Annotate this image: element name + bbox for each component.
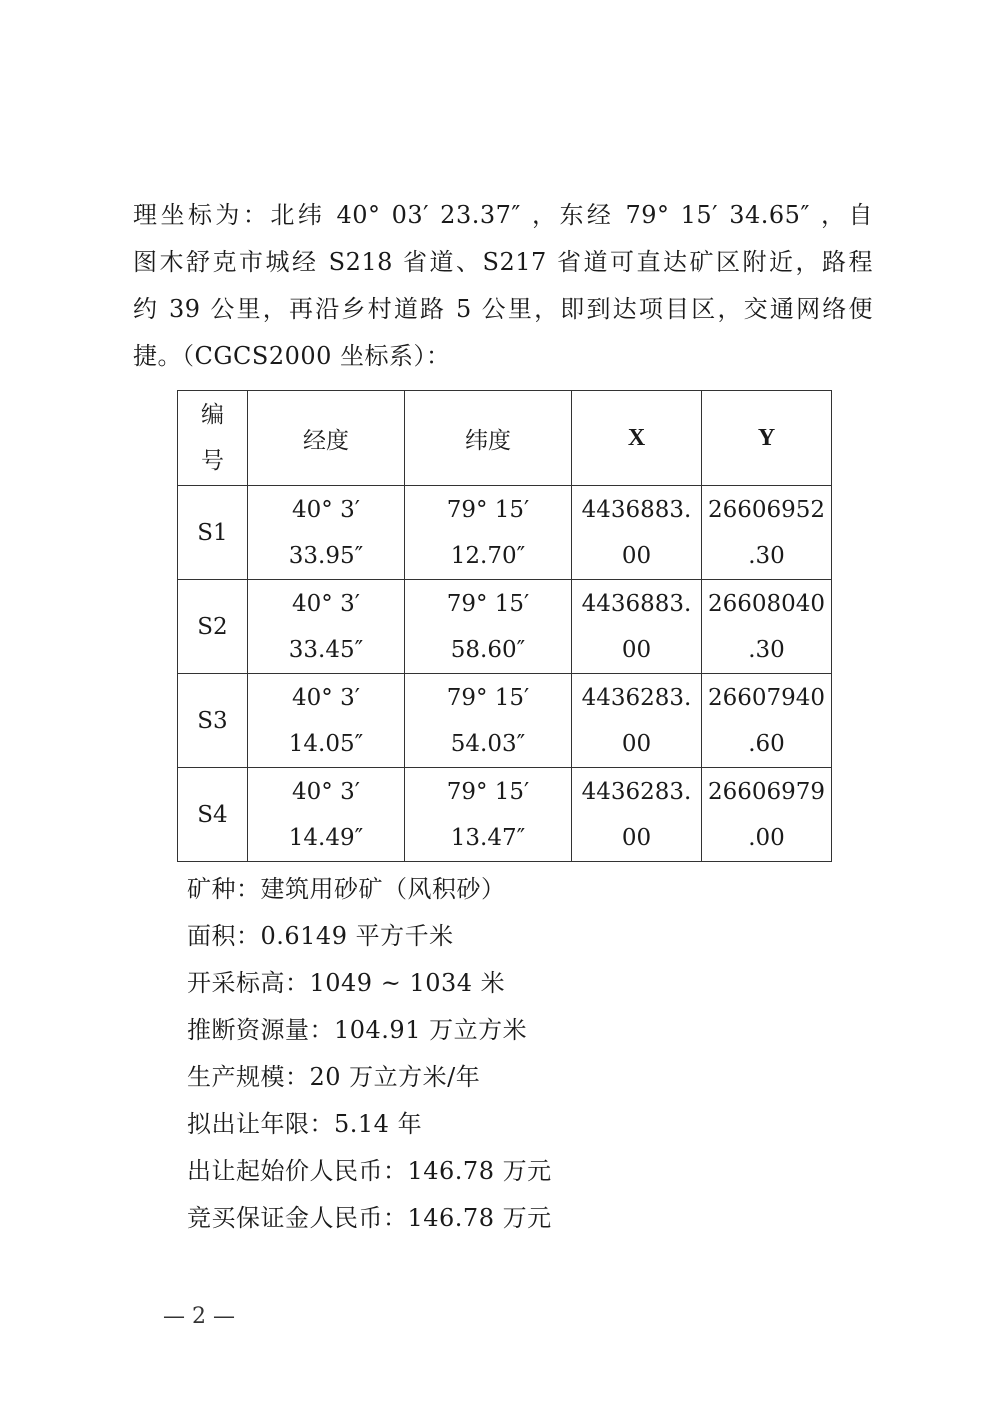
cell-id: S1 (178, 486, 248, 580)
table-header-row (178, 391, 832, 486)
cell-y: 26606979 .00 (702, 768, 832, 862)
cell-id: S2 (178, 580, 248, 674)
detail-mineral-type: 矿种：建筑用砂矿（风积砂） (187, 875, 506, 903)
cell-y: 26607940 .60 (702, 674, 832, 768)
intro-line-2: 图木舒克市城经 S218 省道、S217 省道可直达矿区附近，路程 (133, 248, 873, 276)
cell-x: 4436883. 00 (572, 580, 702, 674)
detail-elevation: 开采标高：1049 ~ 1034 米 (187, 969, 506, 997)
detail-deposit: 竞买保证金人民币：146.78 万元 (187, 1204, 552, 1232)
cell-latitude: 79° 15′ 13.47″ (405, 768, 572, 862)
table-row (178, 486, 832, 580)
detail-term: 拟出让年限：5.14 年 (187, 1110, 423, 1138)
cell-x: 4436283. 00 (572, 674, 702, 768)
intro-paragraph (133, 192, 873, 380)
coordinate-table (177, 390, 832, 862)
header-id: 编 号 (178, 391, 248, 486)
table-row (178, 674, 832, 768)
cell-latitude: 79° 15′ 54.03″ (405, 674, 572, 768)
detail-production-scale: 生产规模：20 万立方米/年 (187, 1063, 481, 1091)
cell-x: 4436283. 00 (572, 768, 702, 862)
table-row (178, 768, 832, 862)
cell-latitude: 79° 15′ 12.70″ (405, 486, 572, 580)
cell-x: 4436883. 00 (572, 486, 702, 580)
cell-id: S4 (178, 768, 248, 862)
cell-longitude: 40° 3′ 33.45″ (248, 580, 405, 674)
detail-resources: 推断资源量：104.91 万立方米 (187, 1016, 528, 1044)
header-y: Y (702, 391, 832, 486)
intro-line-3: 约 39 公里，再沿乡村道路 5 公里，即到达项目区，交通网络便 (133, 295, 873, 323)
detail-starting-price: 出让起始价人民币：146.78 万元 (187, 1157, 552, 1185)
cell-latitude: 79° 15′ 58.60″ (405, 580, 572, 674)
page-number: — 2 — (163, 1304, 235, 1329)
detail-area: 面积：0.6149 平方千米 (187, 922, 454, 950)
cell-longitude: 40° 3′ 14.49″ (248, 768, 405, 862)
cell-longitude: 40° 3′ 14.05″ (248, 674, 405, 768)
cell-y: 26606952 .30 (702, 486, 832, 580)
table-row (178, 580, 832, 674)
cell-y: 26608040 .30 (702, 580, 832, 674)
mining-details (187, 866, 552, 1242)
header-latitude: 纬度 (405, 391, 572, 486)
header-longitude: 经度 (248, 391, 405, 486)
header-x: X (572, 391, 702, 486)
intro-line-4: 捷。（CGCS2000 坐标系）： (133, 342, 451, 370)
cell-longitude: 40° 3′ 33.95″ (248, 486, 405, 580)
cell-id: S3 (178, 674, 248, 768)
intro-line-1: 理坐标为：北纬 40° 03′ 23.37″ ，东经 79° 15′ 34.65″ ，自 (133, 201, 873, 229)
